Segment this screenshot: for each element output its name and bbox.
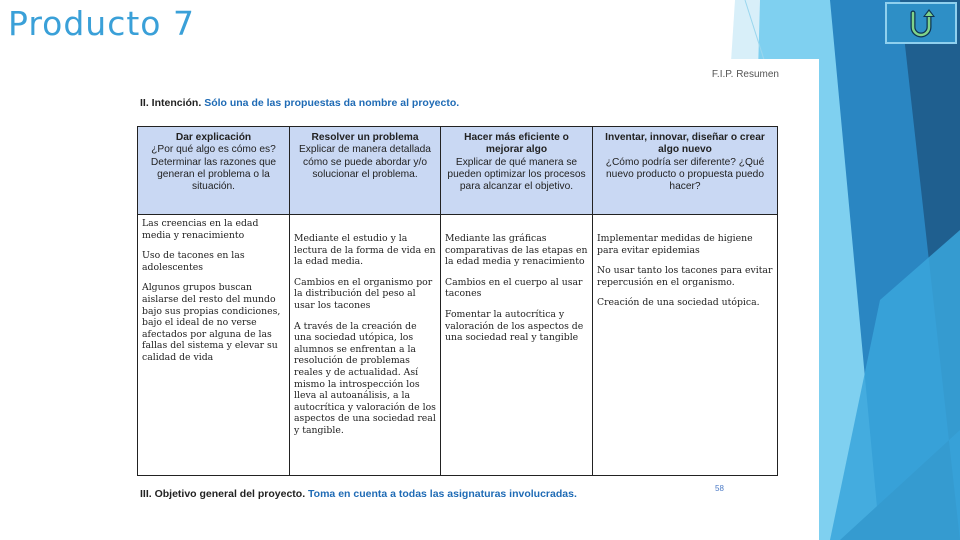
section-intencion-text: Sólo una de las propuestas da nombre al proyecto. <box>204 97 460 109</box>
cell-text: Cambios en el cuerpo al usar tacones <box>445 276 583 300</box>
header-resolver-problema: Resolver un problema Explicar de manera detallada cómo se puede abordar y/o solucionar el problema. <box>290 127 441 215</box>
page-number: 58 <box>715 484 724 493</box>
cell-text: Uso de tacones en las adolescentes <box>142 250 245 273</box>
intention-table <box>137 126 778 476</box>
cell-inventar <box>593 215 778 476</box>
document-header: F.I.P. Resumen <box>711 69 779 80</box>
cell-text: Cambios en el organismo por la distribución del peso al usar los tacones <box>294 276 433 311</box>
slide-title: Producto 7 <box>8 4 195 43</box>
section-intencion <box>140 97 459 109</box>
cell-text: No usar tanto los tacones para evitar repercusión en el organismo. <box>597 265 773 288</box>
header-hacer-eficiente: Hacer más eficiente o mejorar algo Explicar de qué manera se pueden optimizar los procesos para alcanzar el objetivo. <box>441 127 593 215</box>
section-objetivo-label: III. Objetivo general del proyecto. <box>140 488 306 500</box>
cell-text: Mediante las gráficas comparativas de las etapas en la edad media y renacimiento <box>445 233 588 268</box>
table-row <box>138 215 778 476</box>
cell-text: Implementar medidas de higiene para evitar epidemias <box>597 233 753 256</box>
cell-text: Algunos grupos buscan aislarse del resto del mundo bajo sus propias condiciones, bajo el ideal de no verse afectados por alguna de las fallas del sistema y elevar su calidad de vida <box>142 282 281 363</box>
cell-eficiente <box>441 215 593 476</box>
document-page <box>118 59 819 540</box>
return-button[interactable] <box>885 2 957 44</box>
section-objetivo-text: Toma en cuenta a todas las asignaturas involucradas. <box>308 488 577 500</box>
header-dar-explicacion: Dar explicación ¿Por qué algo es cómo es? Determinar las razones que generan el problema o la situación. <box>138 127 290 215</box>
cell-text: Mediante el estudio y la lectura de la forma de vida en la edad media. <box>294 233 436 268</box>
header-inventar-innovar: Inventar, innovar, diseñar o crear algo nuevo ¿Cómo podría ser diferente? ¿Qué nuevo producto o propuesta puedo hacer? <box>593 127 778 215</box>
cell-text: Creación de una sociedad utópica. <box>597 297 760 309</box>
cell-text: Las creencias en la edad media y renacimiento <box>142 218 259 241</box>
section-objetivo <box>140 488 577 500</box>
cell-text: Fomentar la autocrítica y valoración de los aspectos de una sociedad real y tangible <box>445 308 584 344</box>
u-turn-return-icon <box>904 6 938 40</box>
cell-explicacion <box>138 215 290 476</box>
cell-resolver <box>290 215 441 476</box>
table-header-row <box>138 127 778 215</box>
cell-text: A través de la creación de una sociedad utópica, los alumnos se enfrentan a la resolución de problemas reales y de actualidad. Así mismo la introspección los lleva al autoanálisis, a la autocrítica y valoración de los aspectos de una sociedad real y tangible. <box>294 320 436 436</box>
section-intencion-label: II. Intención. <box>140 97 202 109</box>
